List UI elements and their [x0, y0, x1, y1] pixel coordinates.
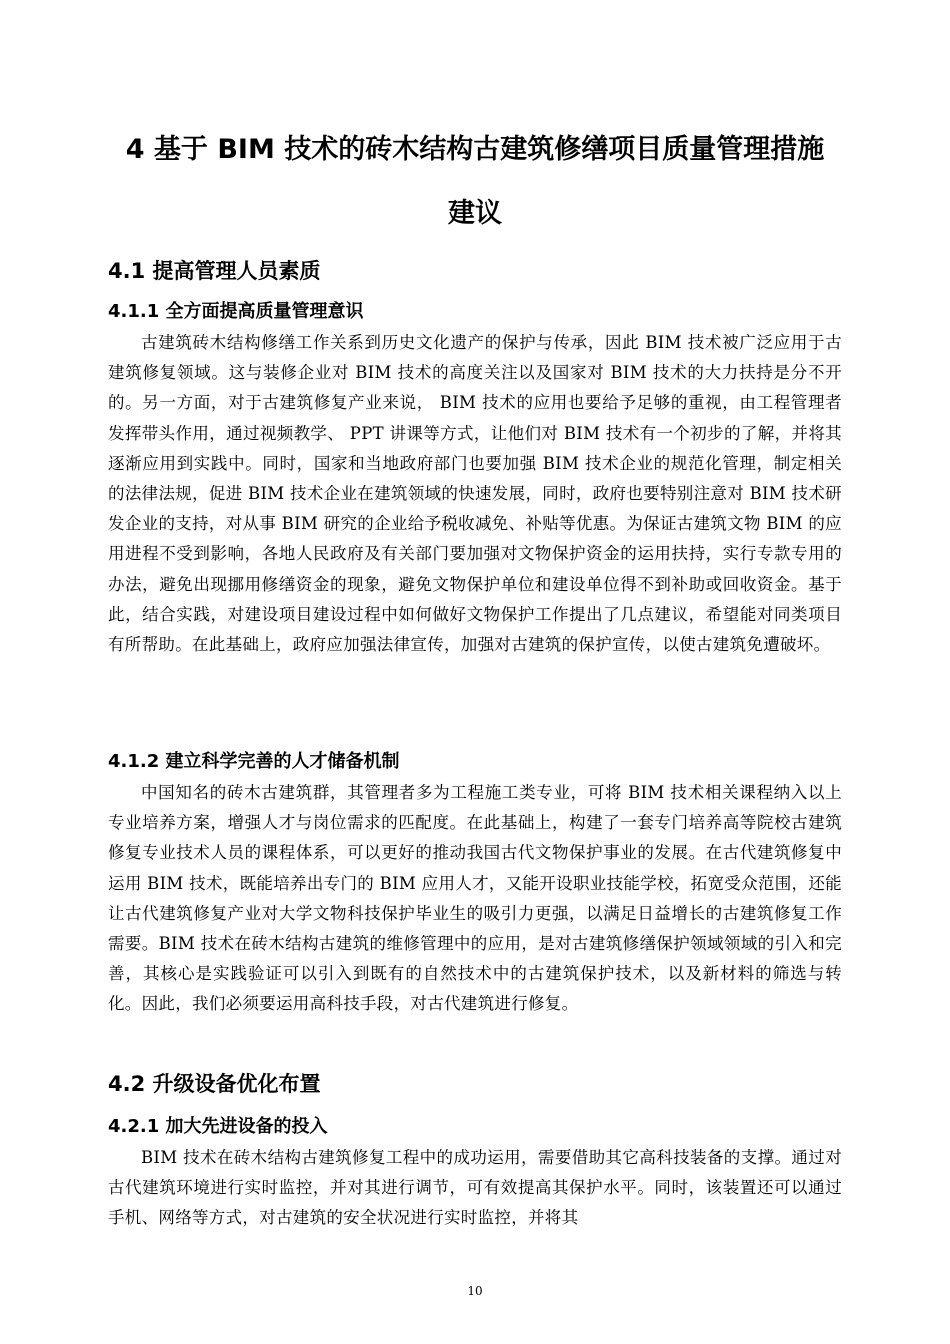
paragraph-4-2-1: BIM 技术在砖木结构古建筑修复工程中的成功运用，需要借助其它高科技装备的支撑。通过对古代建筑环境进行实时监控，并对其进行调节，可有效提高其保护水平。同时，该装置还可以通过手机、网络等方式，对古建筑的安全状况进行实时监控，并将其	[108, 1148, 842, 1228]
paragraph-4-1-1: 古建筑砖木结构修缮工作关系到历史文化遗产的保护与传承，因此 BIM 技术被广泛应用于古建筑修复领域。这与装修企业对 BIM 技术的高度关注以及国家对 BIM 技术的大力扶持是分不开的。另一方面，对于古建筑修复产业来说， BIM 技术的应用也要给予足够的重视，由工程管理者发挥带头作用，通过视频教学、 PPT 讲课等方式，让他们对 BIM 技术有一个初步的了解，并将其逐渐应用到实践中。同时，国家和当地政府部门也要加强 BIM 技术企业的规范化管理，制定相关的法律法规，促进 BIM 技术企业在建筑领域的快速发展，同时，政府也要特别注意对 BIM 技术研发企业的支持，对从事 BIM 研究的企业给予税收减免、补贴等优惠。为保证古建筑文物 BIM 的应用进程不受到影响，各地人民政府及有关部门要加强对文物保护资金的运用扶持，实行专款专用的办法，避免出现挪用修缮资金的现象，避免文物保护单位和建设单位得不到补助或回收资金。基于此，结合实践，对建设项目建设过程中如何做好文物保护工作提出了几点建议，希望能对同类项目有所帮助。在此基础上，政府应加强法律宣传，加强对古建筑的保护宣传，以使古建筑免遭破坏。	[108, 333, 842, 655]
subsection-heading-4-2-1: 4.2.1 加大先进设备的投入	[108, 1116, 328, 1137]
subsection-heading-4-1-1: 4.1.1 全方面提高质量管理意识	[108, 301, 364, 322]
paragraph-4-1-2: 中国知名的砖木古建筑群，其管理者多为工程施工类专业，可将 BIM 技术相关课程纳入以上专业培养方案，增强人才与岗位需求的匹配度。在此基础上，构建了一套专门培养高等院校古建筑修复专业技术人员的课程体系，可以更好的推动我国古代文物保护事业的发展。在古代建筑修复中运用 BIM 技术，既能培养出专门的 BIM 应用人才，又能开设职业技能学校，拓宽受众范围，还能让古代建筑修复产业对大学文物科技保护毕业生的吸引力更强，以满足日益增长的古建筑修复工作需要。BIM 技术在砖木结构古建筑的维修管理中的应用，是对古建筑修缮保护领域领域的引入和完善，其核心是实践验证可以引入到既有的自然技术中的古建筑保护技术，以及新材料的筛选与转化。因此，我们必须要运用高科技手段，对古代建筑进行修复。	[108, 783, 842, 1014]
chapter-title-line-1: 4 基于 BIM 技术的砖木结构古建筑修缮项目质量管理措施	[125, 134, 825, 165]
page-number: 10	[467, 1284, 483, 1298]
section-heading-4-1: 4.1 提高管理人员素质	[108, 259, 321, 283]
subsection-heading-4-1-2: 4.1.2 建立科学完善的人才储备机制	[108, 751, 400, 772]
chapter-title-line-2: 建议	[448, 198, 502, 229]
section-heading-4-2: 4.2 升级设备优化布置	[108, 1072, 321, 1096]
